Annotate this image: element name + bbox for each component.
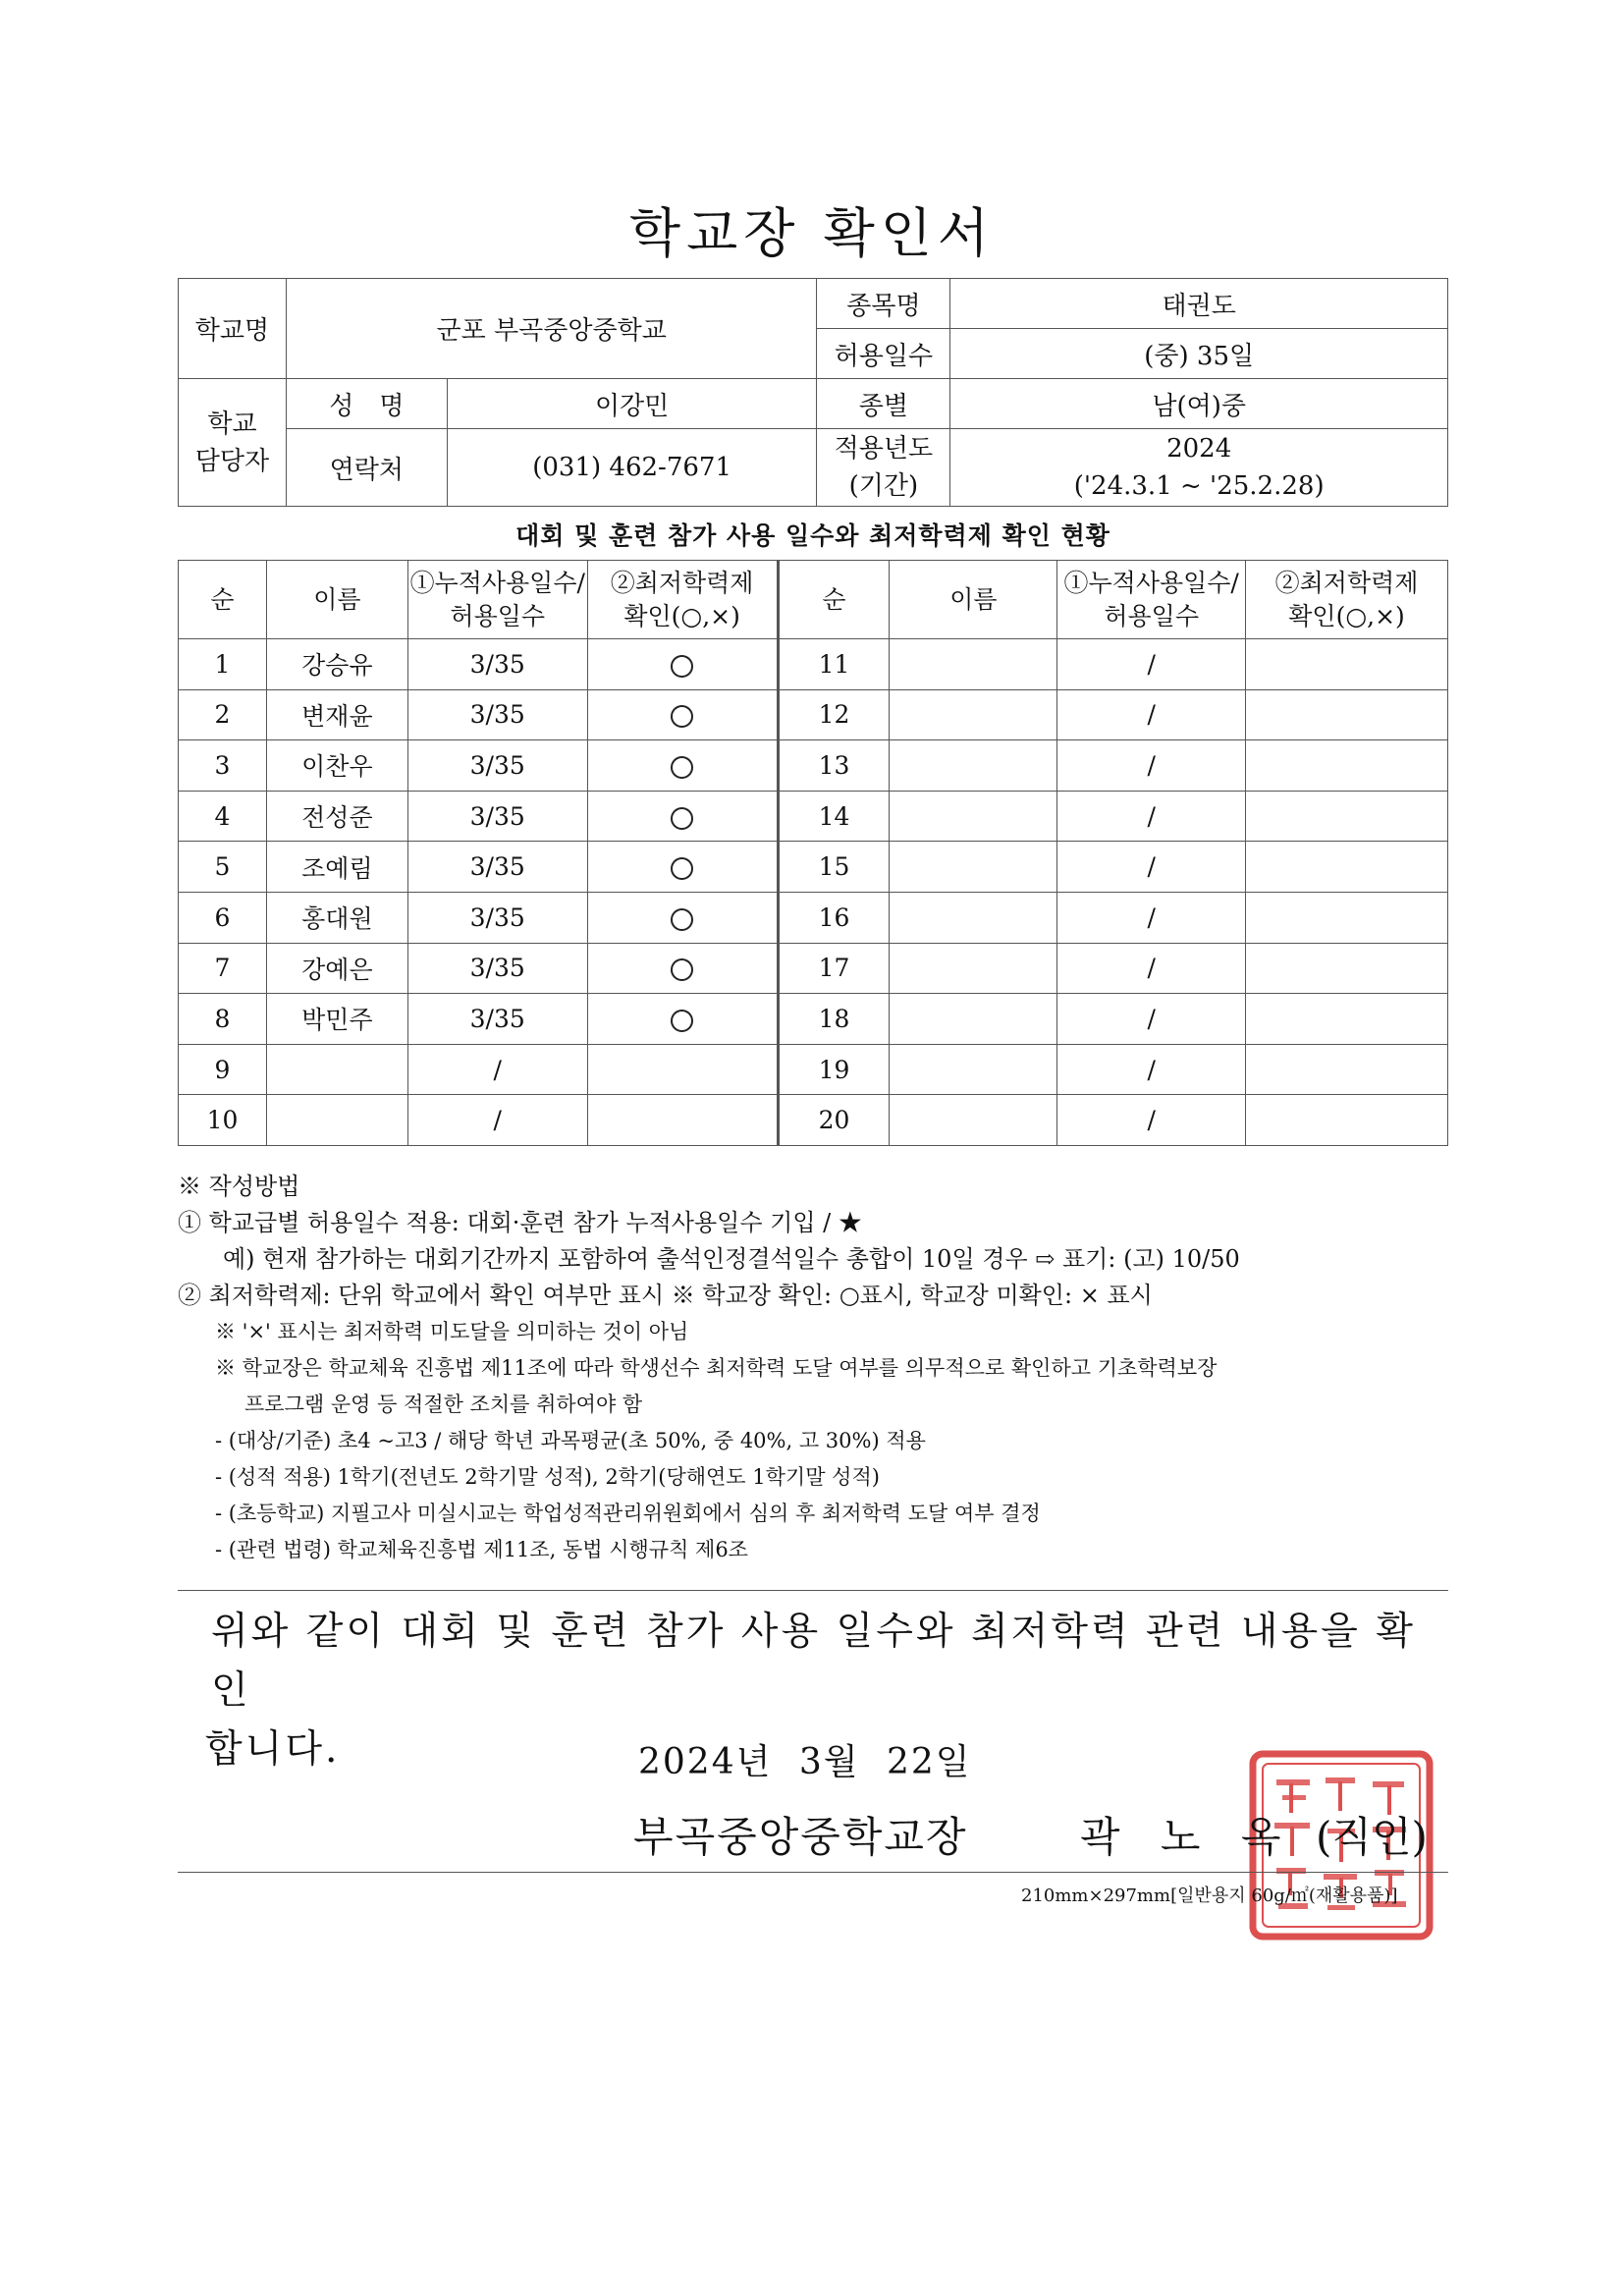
note-line: ※ '×' 표시는 최저학력 미도달을 의미하는 것이 아님 xyxy=(215,1320,689,1343)
note-line: - (관련 법령) 학교체육진흥법 제11조, 동법 시행규칙 제6조 xyxy=(215,1538,748,1561)
gender-label: 종별 xyxy=(817,379,950,429)
note-line: - (대상/기준) 초4 ~고3 / 해당 학년 과목평균(초 50%, 중 40%, 고 30%) 적용 xyxy=(215,1429,926,1452)
note-line: - (초등학교) 지필고사 미실시교는 학업성적관리위원회에서 심의 후 최저학력 도달 여부 결정 xyxy=(215,1502,1041,1525)
right-check-cell xyxy=(1246,1044,1448,1095)
left-name-cell xyxy=(266,1095,407,1146)
left-used-days-cell: 3/35 xyxy=(407,892,587,943)
right-used-days-cell: / xyxy=(1057,639,1246,690)
manager-label xyxy=(179,379,287,507)
left-check-cell xyxy=(587,791,778,842)
right-name-cell xyxy=(890,689,1057,740)
header-check-line1: ②최저학력제 xyxy=(1274,568,1419,597)
left-no-cell: 7 xyxy=(179,943,267,994)
check-circle-mark xyxy=(671,756,693,779)
right-no-cell: 11 xyxy=(778,639,890,690)
header-used-days xyxy=(407,561,587,639)
header-name: 이름 xyxy=(266,561,407,639)
table-row xyxy=(179,994,1448,1045)
left-name-cell xyxy=(266,1044,407,1095)
check-circle-mark xyxy=(671,908,693,931)
left-name-cell: 박민주 xyxy=(266,994,407,1045)
allowed-days-value: (중) 35일 xyxy=(950,329,1448,379)
seal-label: (직인) xyxy=(1316,1813,1428,1861)
right-used-days-cell: / xyxy=(1057,842,1246,893)
footer-divider xyxy=(178,1872,1448,1873)
left-used-days-cell: 3/35 xyxy=(407,639,587,690)
right-name-cell xyxy=(890,994,1057,1045)
right-check-cell xyxy=(1246,791,1448,842)
left-no-cell: 9 xyxy=(179,1044,267,1095)
table-row xyxy=(179,892,1448,943)
right-name-cell xyxy=(890,892,1057,943)
left-no-cell: 10 xyxy=(179,1095,267,1146)
note-line: ① 학교급별 허용일수 적용: 대회·훈련 참가 누적사용일수 기입 / ★ xyxy=(178,1209,862,1236)
check-circle-mark xyxy=(671,655,693,678)
right-used-days-cell: / xyxy=(1057,1044,1246,1095)
note-line: 예) 현재 참가하는 대회기간까지 포함하여 출석인정결석일수 총합이 10일 경우 ⇨ 표기: (고) 10/50 xyxy=(223,1245,1240,1273)
header-no-right: 순 xyxy=(778,561,890,639)
note-line: ② 최저학력제: 단위 학교에서 확인 여부만 표시 ※ 학교장 확인: ○표시, 학교장 미확인: × 표시 xyxy=(178,1282,1153,1309)
right-no-cell: 20 xyxy=(778,1095,890,1146)
right-no-cell: 13 xyxy=(778,740,890,792)
signer-name: 곽 노 옥 xyxy=(1080,1813,1295,1861)
contact-label: 연락처 xyxy=(286,429,447,507)
name-label: 성 명 xyxy=(286,379,447,429)
table-row xyxy=(179,943,1448,994)
left-check-cell xyxy=(587,994,778,1045)
right-check-cell xyxy=(1246,943,1448,994)
header-used-line1: ①누적사용일수/ xyxy=(1063,568,1239,597)
header-check xyxy=(587,561,778,639)
table-row xyxy=(179,791,1448,842)
left-name-cell: 강예은 xyxy=(266,943,407,994)
note-line: - (성적 적용) 1학기(전년도 2학기말 성적), 2학기(당해연도 1학기말 성적) xyxy=(215,1465,880,1489)
year-value xyxy=(950,429,1448,507)
note-line: 프로그램 운영 등 적절한 조치를 취하여야 함 xyxy=(244,1393,643,1416)
left-used-days-cell: / xyxy=(407,1095,587,1146)
left-name-cell: 홍대원 xyxy=(266,892,407,943)
left-no-cell: 6 xyxy=(179,892,267,943)
right-no-cell: 12 xyxy=(778,689,890,740)
left-no-cell: 3 xyxy=(179,740,267,792)
right-check-cell xyxy=(1246,842,1448,893)
header-check-line1: ②최저학력제 xyxy=(610,568,754,597)
contact-value: (031) 462-7671 xyxy=(447,429,817,507)
sport-value: 태권도 xyxy=(950,279,1448,329)
left-no-cell: 4 xyxy=(179,791,267,842)
right-used-days-cell: / xyxy=(1057,892,1246,943)
left-used-days-cell: 3/35 xyxy=(407,842,587,893)
table-header-row xyxy=(179,561,1448,639)
school-name: 군포 부곡중앙중학교 xyxy=(286,279,817,379)
right-check-cell xyxy=(1246,892,1448,943)
allowed-days-label: 허용일수 xyxy=(817,329,950,379)
left-no-cell: 8 xyxy=(179,994,267,1045)
left-check-cell xyxy=(587,1044,778,1095)
left-used-days-cell: 3/35 xyxy=(407,791,587,842)
right-used-days-cell: / xyxy=(1057,689,1246,740)
right-check-cell xyxy=(1246,994,1448,1045)
left-name-cell: 강승유 xyxy=(266,639,407,690)
period: ('24.3.1 ~ '25.2.28) xyxy=(1073,471,1325,501)
year-label xyxy=(817,429,950,507)
right-name-cell xyxy=(890,842,1057,893)
table-row xyxy=(179,1095,1448,1146)
right-name-cell xyxy=(890,943,1057,994)
right-name-cell xyxy=(890,639,1057,690)
header-check-line2: 확인(○,×) xyxy=(623,601,740,630)
note-line: ※ 학교장은 학교체육 진흥법 제11조에 따라 학생선수 최저학력 도달 여부를 의무적으로 확인하고 기초학력보장 xyxy=(215,1356,1218,1380)
check-circle-mark xyxy=(671,807,693,830)
header-used-days-right xyxy=(1057,561,1246,639)
paper-spec: 210mm×297mm[일반용지 60g/㎡(재활용품)] xyxy=(1021,1886,1398,1906)
document-title: 학교장 확인서 xyxy=(628,202,996,264)
left-name-cell: 전성준 xyxy=(266,791,407,842)
check-circle-mark xyxy=(671,705,693,728)
notes-heading: ※ 작성방법 xyxy=(178,1173,300,1200)
table-row xyxy=(179,1044,1448,1095)
gender-value: 남(여)중 xyxy=(950,379,1448,429)
right-no-cell: 16 xyxy=(778,892,890,943)
left-name-cell: 이찬우 xyxy=(266,740,407,792)
left-check-cell xyxy=(587,639,778,690)
section-title: 대회 및 훈련 참가 사용 일수와 최저학력제 확인 현황 xyxy=(515,521,1110,550)
header-used-line1: ①누적사용일수/ xyxy=(409,568,585,597)
right-used-days-cell: / xyxy=(1057,1095,1246,1146)
header-name-right: 이름 xyxy=(890,561,1057,639)
left-check-cell xyxy=(587,1095,778,1146)
manager-label-line1: 학교 xyxy=(207,409,257,439)
confirmation-line2: 합니다. xyxy=(205,1727,341,1772)
right-name-cell xyxy=(890,791,1057,842)
left-used-days-cell: 3/35 xyxy=(407,689,587,740)
right-used-days-cell: / xyxy=(1057,740,1246,792)
right-check-cell xyxy=(1246,1095,1448,1146)
writing-instructions xyxy=(178,1169,1454,1568)
manager-label-line2: 담당자 xyxy=(194,446,270,476)
right-used-days-cell: / xyxy=(1057,994,1246,1045)
right-no-cell: 17 xyxy=(778,943,890,994)
year-label-line1: 적용년도 xyxy=(834,434,934,464)
left-no-cell: 1 xyxy=(179,639,267,690)
table-row xyxy=(179,689,1448,740)
header-used-line2: 허용일수 xyxy=(1104,601,1199,630)
right-check-cell xyxy=(1246,689,1448,740)
manager-name: 이강민 xyxy=(447,379,817,429)
left-name-cell: 조예림 xyxy=(266,842,407,893)
document-date: 2024년 3월 22일 xyxy=(638,1742,972,1782)
right-name-cell xyxy=(890,740,1057,792)
right-name-cell xyxy=(890,1095,1057,1146)
right-used-days-cell: / xyxy=(1057,791,1246,842)
right-check-cell xyxy=(1246,740,1448,792)
left-check-cell xyxy=(587,740,778,792)
left-no-cell: 2 xyxy=(179,689,267,740)
left-no-cell: 5 xyxy=(179,842,267,893)
header-used-line2: 허용일수 xyxy=(450,601,546,630)
left-used-days-cell: 3/35 xyxy=(407,943,587,994)
left-check-cell xyxy=(587,842,778,893)
left-name-cell: 변재윤 xyxy=(266,689,407,740)
right-used-days-cell: / xyxy=(1057,943,1246,994)
right-no-cell: 15 xyxy=(778,842,890,893)
left-used-days-cell: / xyxy=(407,1044,587,1095)
confirmation-line1: 위와 같이 대회 및 훈련 참가 사용 일수와 최저학력 관련 내용을 확인 xyxy=(211,1610,1416,1713)
divider-line xyxy=(178,1590,1448,1591)
right-no-cell: 19 xyxy=(778,1044,890,1095)
header-check-line2: 확인(○,×) xyxy=(1288,601,1405,630)
signer-title: 부곡중앙중학교장 xyxy=(633,1813,968,1861)
sport-label: 종목명 xyxy=(817,279,950,329)
check-circle-mark xyxy=(671,958,693,981)
school-label: 학교명 xyxy=(179,279,287,379)
right-check-cell xyxy=(1246,639,1448,690)
header-check-right xyxy=(1246,561,1448,639)
athlete-table xyxy=(178,560,1448,1146)
right-no-cell: 14 xyxy=(778,791,890,842)
table-row xyxy=(179,740,1448,792)
left-check-cell xyxy=(587,943,778,994)
table-row xyxy=(179,842,1448,893)
year-label-line2: (기간) xyxy=(848,471,919,501)
check-circle-mark xyxy=(671,1010,693,1032)
table-row xyxy=(179,639,1448,690)
check-circle-mark xyxy=(671,857,693,880)
right-no-cell: 18 xyxy=(778,994,890,1045)
year: 2024 xyxy=(1166,434,1232,464)
left-check-cell xyxy=(587,689,778,740)
header-no: 순 xyxy=(179,561,267,639)
left-used-days-cell: 3/35 xyxy=(407,994,587,1045)
left-check-cell xyxy=(587,892,778,943)
school-info-table xyxy=(178,278,1448,507)
left-used-days-cell: 3/35 xyxy=(407,740,587,792)
right-name-cell xyxy=(890,1044,1057,1095)
